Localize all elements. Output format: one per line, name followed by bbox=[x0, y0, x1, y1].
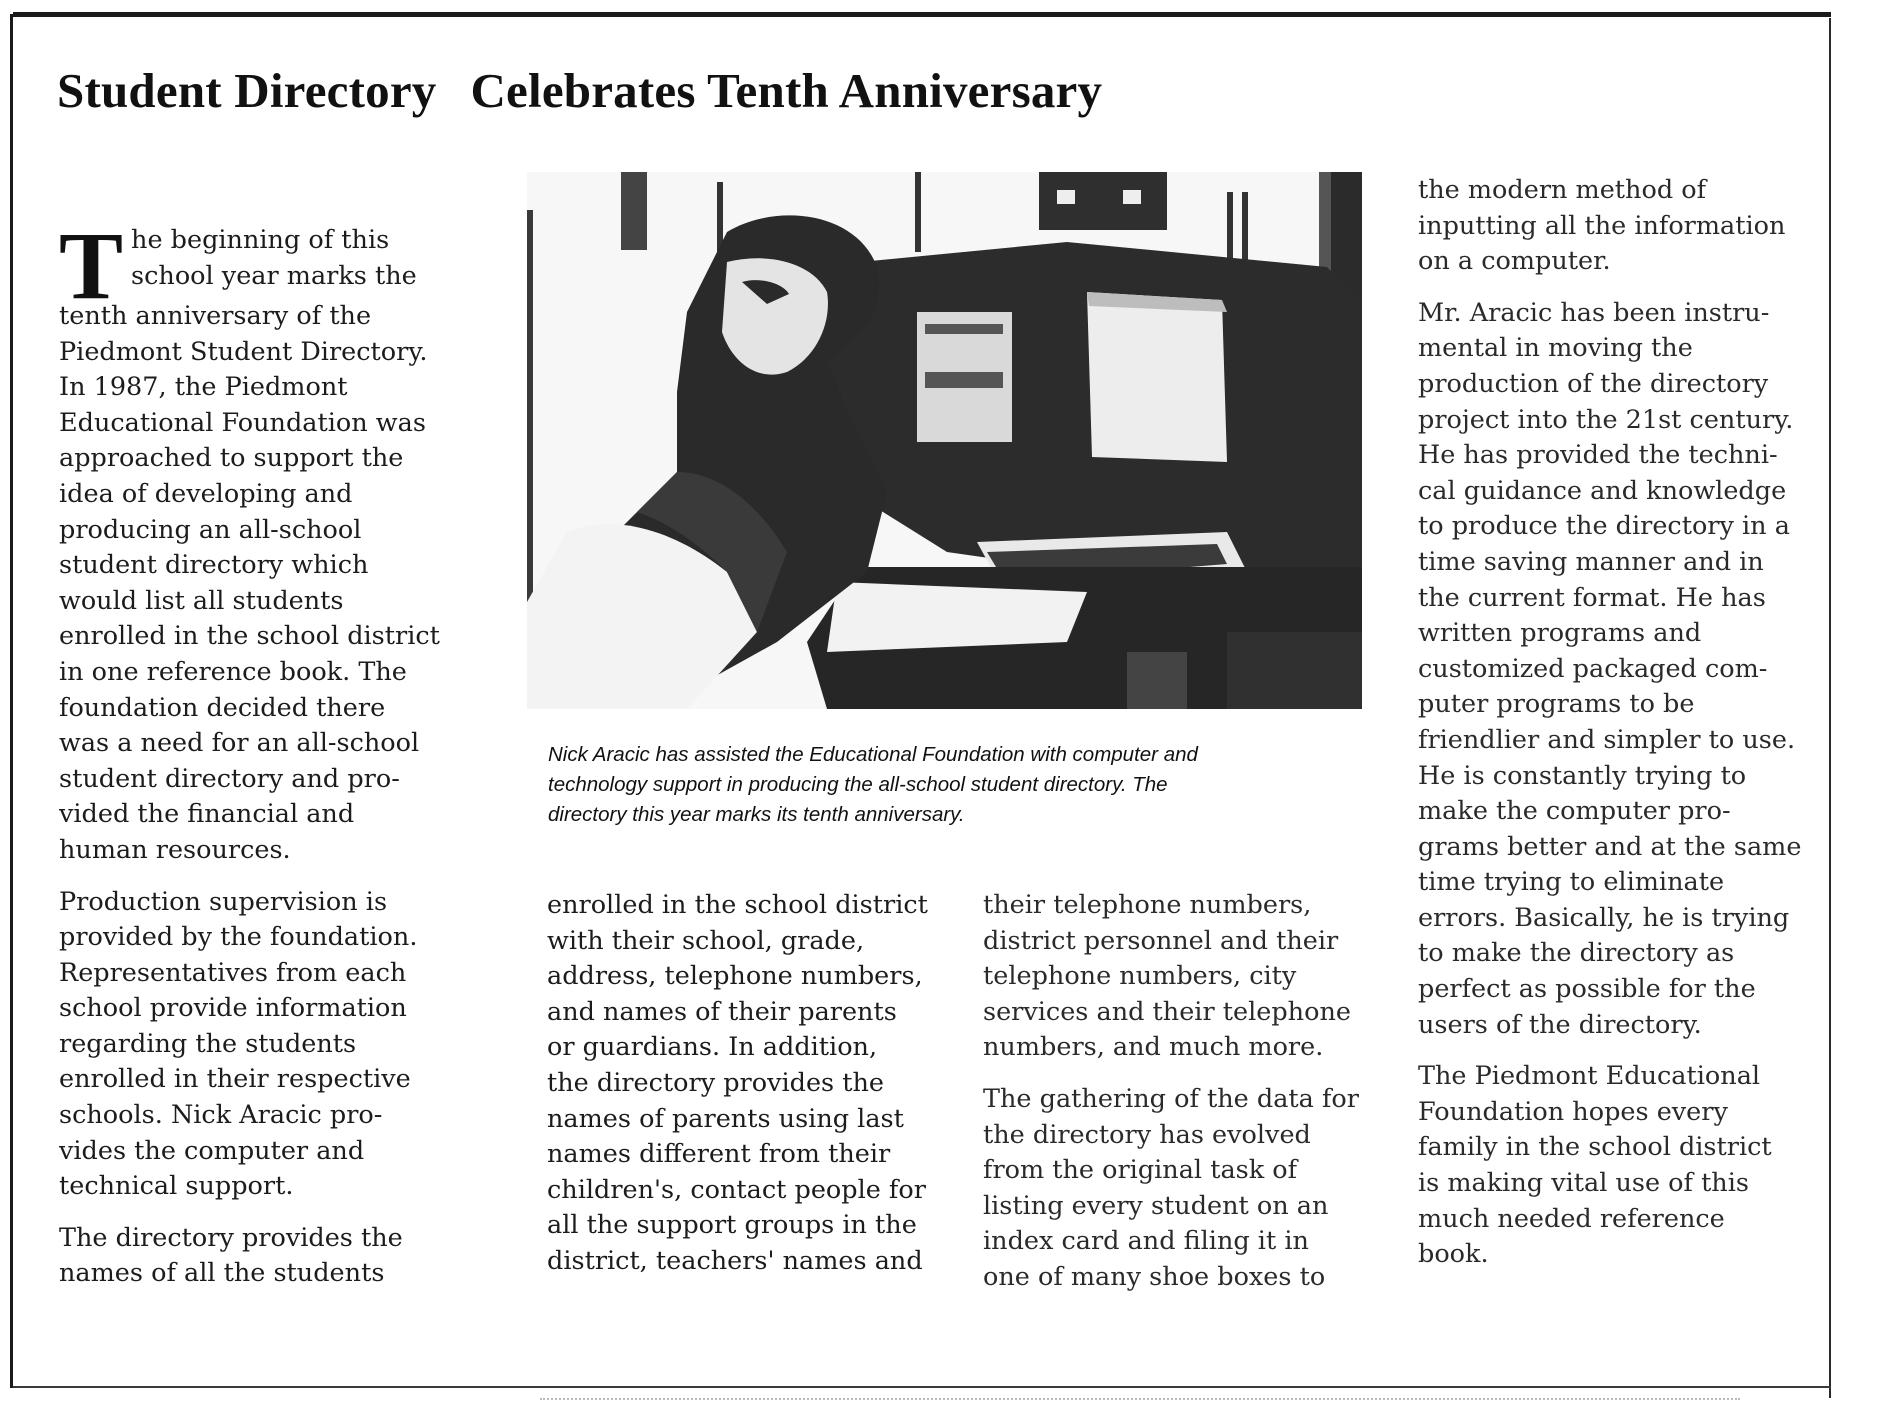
photo-caption bbox=[548, 740, 1348, 830]
text-line: Foundation hopes every bbox=[1418, 1096, 1728, 1127]
headline-part-2: Celebrates Tenth Anniversary bbox=[470, 63, 1103, 118]
paragraph bbox=[983, 1082, 1383, 1296]
text-line: idea of developing and bbox=[59, 478, 353, 509]
paragraph bbox=[983, 888, 1383, 1066]
text-line: In 1987, the Piedmont bbox=[59, 372, 348, 403]
photo-computer-operator bbox=[527, 172, 1362, 709]
text-line: regarding the students bbox=[59, 1028, 357, 1059]
paragraph bbox=[547, 888, 957, 1280]
text-line: cal guidance and knowledge bbox=[1418, 475, 1787, 506]
text-line: address, telephone numbers, bbox=[547, 961, 923, 992]
text-line: perfect as possible for the bbox=[1418, 974, 1756, 1005]
text-line: much needed reference bbox=[1418, 1203, 1725, 1234]
text-line: district personnel and their bbox=[983, 925, 1339, 956]
text-line: grams better and at the same bbox=[1418, 831, 1802, 862]
text-line: foundation decided there bbox=[59, 692, 386, 723]
drop-cap: T bbox=[59, 212, 124, 319]
text-line: school year marks the bbox=[131, 260, 417, 291]
text-line: the directory has evolved bbox=[983, 1119, 1311, 1150]
caption-line: technology support in producing the all-school student directory. The bbox=[548, 773, 1168, 796]
text-line: index card and filing it in bbox=[983, 1226, 1309, 1257]
text-line: approached to support the bbox=[59, 443, 404, 474]
text-line: Production supervision is bbox=[59, 886, 388, 917]
text-line: human resources. bbox=[59, 834, 291, 865]
text-line: telephone numbers, city bbox=[983, 961, 1297, 992]
text-line: the modern method of bbox=[1418, 175, 1707, 205]
page-border-bottom-dotted bbox=[540, 1398, 1740, 1400]
text-line: production of the directory bbox=[1418, 368, 1769, 399]
text-line: the current format. He has bbox=[1418, 582, 1766, 613]
text-line: names of all the students bbox=[59, 1258, 385, 1289]
text-line: errors. Basically, he is trying bbox=[1418, 902, 1790, 933]
paragraph-intro bbox=[59, 212, 459, 869]
text-line: producing an all-school bbox=[59, 514, 362, 545]
text-line: vides the computer and bbox=[59, 1135, 365, 1166]
text-line: time saving manner and in bbox=[1418, 546, 1764, 577]
text-line: Mr. Aracic has been instru- bbox=[1418, 297, 1770, 328]
paragraph bbox=[59, 885, 459, 1205]
text-line: to make the directory as bbox=[1418, 938, 1735, 969]
text-line: district, teachers' names and bbox=[547, 1245, 923, 1276]
paragraph bbox=[1418, 296, 1823, 1043]
article-column-4 bbox=[1418, 173, 1823, 1289]
text-line: mental in moving the bbox=[1418, 333, 1693, 364]
text-line: schools. Nick Aracic pro- bbox=[59, 1100, 383, 1131]
text-line: provided by the foundation. bbox=[59, 922, 418, 953]
text-line: names of parents using last bbox=[547, 1103, 904, 1134]
caption-line: directory this year marks its tenth anniversary. bbox=[548, 803, 965, 826]
caption-line: Nick Aracic has assisted the Educational Foundation with computer and bbox=[548, 743, 1198, 766]
text-line: was a need for an all-school bbox=[59, 728, 420, 759]
text-line: The gathering of the data for bbox=[983, 1083, 1359, 1114]
text-line: to produce the directory in a bbox=[1418, 511, 1790, 542]
text-line: one of many shoe boxes to bbox=[983, 1261, 1326, 1292]
text-line: and names of their parents bbox=[547, 996, 897, 1027]
text-line: numbers, and much more. bbox=[983, 1032, 1324, 1063]
text-line: all the support groups in the bbox=[547, 1210, 917, 1241]
text-line: family in the school district bbox=[1418, 1132, 1772, 1163]
text-line: is making vital use of this bbox=[1418, 1168, 1749, 1199]
text-line: enrolled in their respective bbox=[59, 1064, 411, 1095]
text-line: technical support. bbox=[59, 1171, 294, 1202]
text-line: written programs and bbox=[1418, 618, 1702, 649]
text-line: inputting all the information bbox=[1418, 210, 1786, 241]
text-line: project into the 21st century. bbox=[1418, 404, 1794, 435]
text-line: time trying to eliminate bbox=[1418, 867, 1725, 898]
text-line: book. bbox=[1418, 1239, 1489, 1270]
text-line: Educational Foundation was bbox=[59, 407, 426, 438]
article-column-3 bbox=[983, 888, 1383, 1312]
page-border-top bbox=[13, 12, 1831, 17]
text-line: student directory which bbox=[59, 550, 369, 581]
paragraph bbox=[1418, 1059, 1823, 1273]
text-line: school provide information bbox=[59, 993, 407, 1024]
paragraph bbox=[1418, 173, 1823, 280]
article-headline bbox=[57, 62, 1102, 119]
text-line: He has provided the techni- bbox=[1418, 440, 1778, 471]
text-line: puter programs to be bbox=[1418, 689, 1695, 720]
text-line: The Piedmont Educational bbox=[1418, 1061, 1761, 1092]
text-line: he beginning of this bbox=[131, 225, 390, 255]
text-line: vided the financial and bbox=[59, 799, 355, 830]
text-line: enrolled in the school district bbox=[547, 890, 928, 920]
text-line: services and their telephone bbox=[983, 996, 1351, 1027]
text-line: or guardians. In addition, bbox=[547, 1032, 878, 1063]
text-line: their telephone numbers, bbox=[983, 890, 1312, 920]
text-line: make the computer pro- bbox=[1418, 796, 1731, 827]
page-border-right bbox=[1829, 18, 1831, 1398]
text-line: Representatives from each bbox=[59, 957, 407, 988]
text-line: student directory and pro- bbox=[59, 763, 400, 794]
text-line: friendlier and simpler to use. bbox=[1418, 724, 1796, 755]
headline-part-1: Student Directory bbox=[57, 63, 437, 118]
text-line: children's, contact people for bbox=[547, 1174, 926, 1205]
text-line: customized packaged com- bbox=[1418, 653, 1768, 684]
article-column-2 bbox=[547, 888, 957, 1296]
paragraph bbox=[59, 1221, 459, 1292]
text-line: would list all students bbox=[59, 585, 344, 616]
text-line: The directory provides the bbox=[59, 1222, 403, 1253]
text-line: He is constantly trying to bbox=[1418, 760, 1747, 791]
text-line: the directory provides the bbox=[547, 1067, 885, 1098]
article-column-1 bbox=[59, 190, 459, 1308]
article-photo bbox=[527, 172, 1362, 709]
text-line: tenth anniversary of the bbox=[59, 301, 372, 331]
text-line: in one reference book. The bbox=[59, 656, 407, 687]
text-line: on a computer. bbox=[1418, 246, 1611, 277]
page-border-left bbox=[10, 14, 13, 1388]
page-border-bottom bbox=[13, 1386, 1831, 1388]
text-line: enrolled in the school district bbox=[59, 621, 440, 652]
text-line: from the original task of bbox=[983, 1155, 1298, 1186]
text-line: listing every student on an bbox=[983, 1190, 1329, 1221]
text-line: names different from their bbox=[547, 1139, 891, 1170]
text-line: with their school, grade, bbox=[547, 925, 865, 956]
text-line: users of the directory. bbox=[1418, 1009, 1702, 1040]
text-line: Piedmont Student Directory. bbox=[59, 336, 428, 367]
